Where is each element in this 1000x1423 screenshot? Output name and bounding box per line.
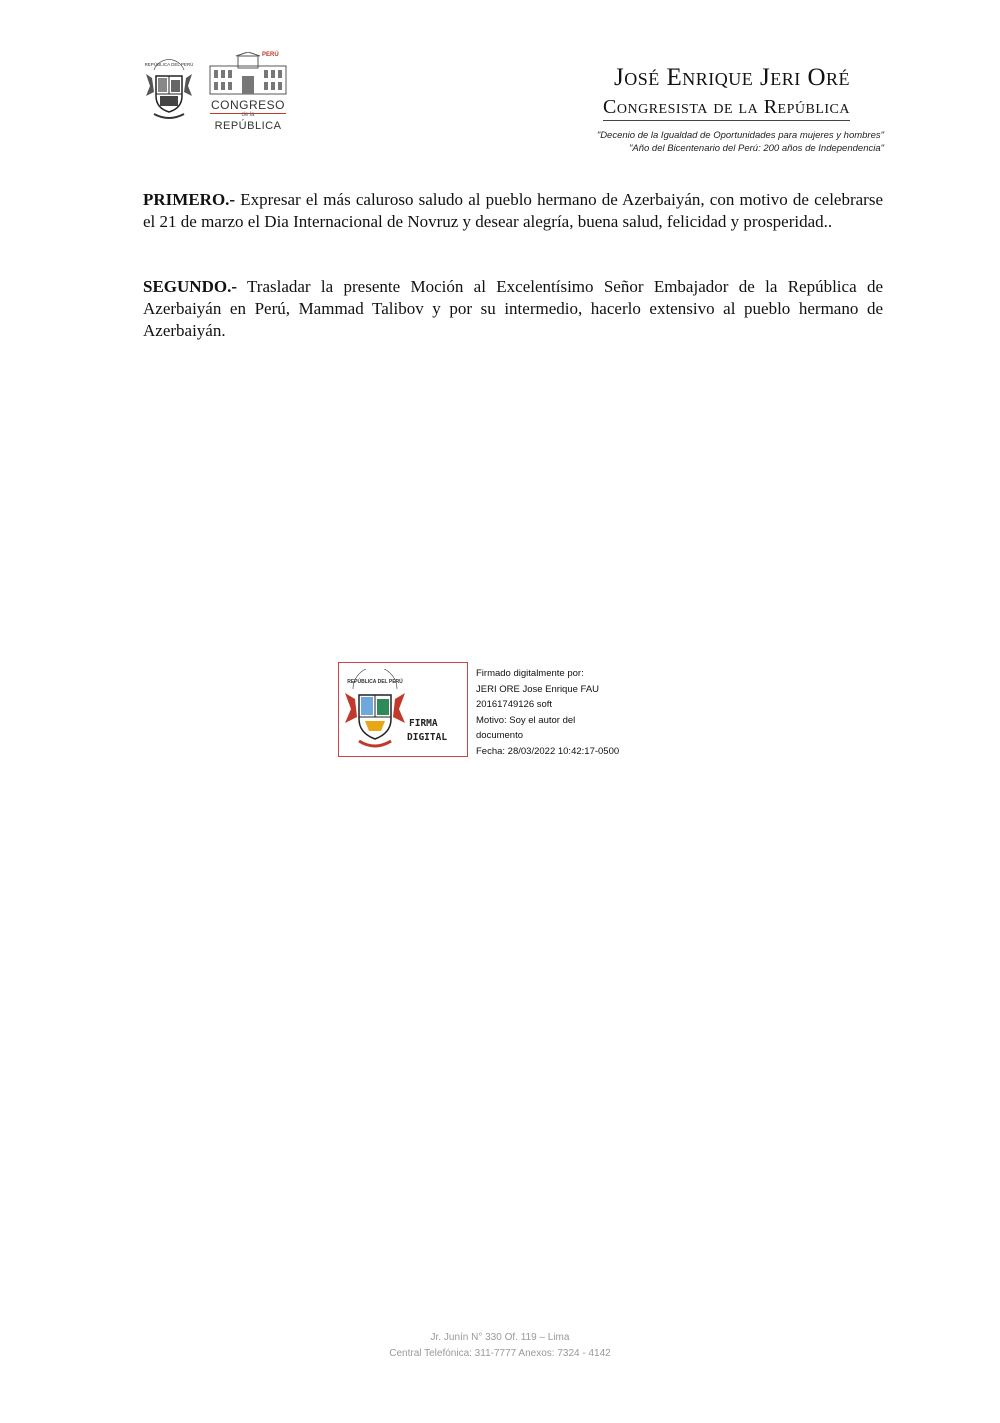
decade-motto: "Decenio de la Igualdad de Oportunidades para mujeres y hombres": [596, 130, 884, 141]
peru-coat-of-arms-icon: [144, 56, 194, 126]
shield-caption: REPÚBLICA DEL PERÚ: [144, 62, 194, 67]
digital-signature-stamp: [338, 662, 468, 757]
footer-address: Jr. Junín N° 330 Of. 119 – Lima: [430, 1332, 570, 1343]
congressman-role: Congresista de la República: [603, 96, 850, 121]
signature-line: Fecha: 28/03/2022 10:42:17-0500: [476, 745, 620, 757]
segundo-text: Trasladar la presente Moción al Excelentísimo Señor Embajador de la República de Azerbaiyán en Perú, Mammad Talibov y por su intermedio, hacerlo extensivo al pueblo hermano de Azerbaiyán.: [143, 277, 883, 340]
signature-line: JERI ORE Jose Enrique FAU: [476, 683, 600, 695]
digital-word: DIGITAL: [407, 732, 448, 743]
stamp-caption: REPÚBLICA DEL PERÚ: [347, 679, 403, 685]
signature-details: [476, 666, 619, 759]
peru-coat-of-arms-icon: [343, 669, 407, 753]
signature-line: Motivo: Soy el autor del: [476, 714, 576, 726]
year-motto: "Año del Bicentenario del Perú: 200 años de Independencia": [629, 143, 884, 154]
congreso-connector: de la: [241, 112, 255, 118]
primero-label: PRIMERO.-: [143, 190, 236, 209]
firma-digital-label: [407, 717, 447, 745]
congressman-name: José Enrique Jeri Oré: [613, 64, 850, 91]
peru-tag: PERÚ: [262, 52, 279, 58]
primero-text: Expresar el más caluroso saludo al pueblo hermano de Azerbaiyán, con motivo de celebrarse el 21 de marzo el Dia Internacional de Novruz y desear alegría, buena salud, felicidad y prosperidad..: [143, 190, 883, 231]
congreso-wordmark: CONGRESO: [210, 98, 285, 112]
firma-word: FIRMA: [409, 718, 438, 729]
signature-line: 20161749126 soft: [476, 699, 553, 710]
signature-line: documento: [476, 730, 524, 741]
republica-wordmark: REPÚBLICA: [214, 120, 282, 132]
segundo-label: SEGUNDO.-: [143, 277, 237, 296]
congress-building-icon: [208, 52, 288, 96]
signature-line: Firmado digitalmente por:: [476, 668, 584, 679]
paragraph-segundo: [143, 276, 883, 342]
footer-phone: Central Telefónica: 311-7777 Anexos: 7324 - 4142: [389, 1348, 611, 1359]
congreso-logo: [206, 52, 290, 136]
paragraph-primero: [143, 189, 883, 233]
